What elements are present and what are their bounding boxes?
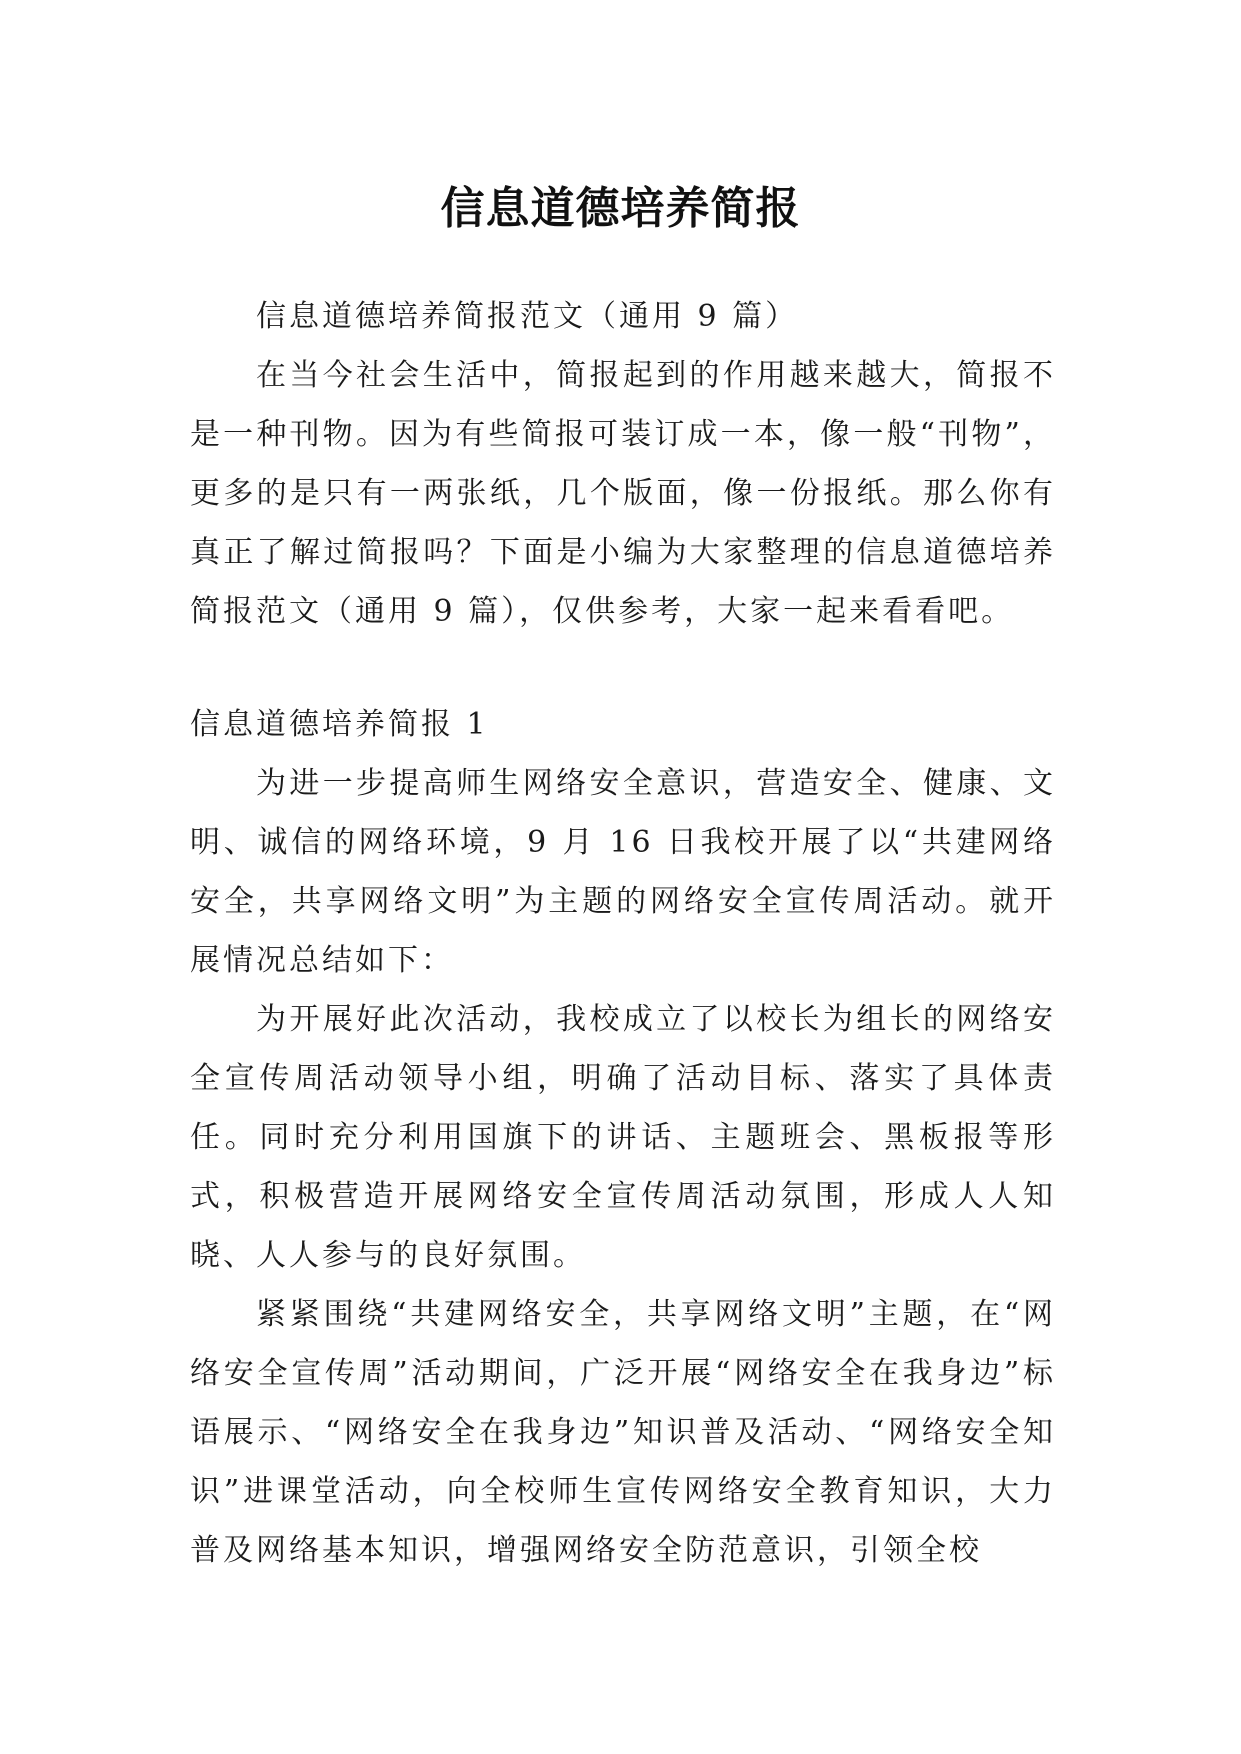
intro-paragraph: 在当今社会生活中，简报起到的作用越来越大，简报不是一种刊物。因为有些简报可装订成一本，像一般“刊物”，更多的是只有一两张纸，几个版面，像一份报纸。那么你有真正了解过简报吗？下面是小编为大家整理的信息道德培养简报范文（通用 9 篇），仅供参考，大家一起来看看吧。	[190, 358, 1056, 629]
section-1-paragraph-3: 紧紧围绕“共建网络安全，共享网络文明”主题，在“网络安全宣传周”活动期间，广泛开展“网络安全在我身边”标语展示、“网络安全在我身边”知识普及活动、“网络安全知识”进课堂活动，向全校师生宣传网络安全教育知识，大力普及网络基本知识，增强网络安全防范意识，引领全校	[190, 1297, 1056, 1568]
section-1-heading: 信息道德培养简报 1	[190, 707, 489, 742]
section-1-paragraph-2: 为开展好此次活动，我校成立了以校长为组长的网络安全宣传周活动领导小组，明确了活动目标、落实了具体责任。同时充分利用国旗下的讲话、主题班会、黑板报等形式，积极营造开展网络安全宣传周活动氛围，形成人人知晓、人人参与的良好氛围。	[190, 1002, 1056, 1273]
section-1	[190, 695, 1056, 1580]
section-1-paragraph-1: 为进一步提高师生网络安全意识，营造安全、健康、文明、诚信的网络环境，9 月 16 日我校开展了以“共建网络安全，共享网络文明”为主题的网络安全宣传周活动。就开展情况总结如下：	[190, 766, 1056, 978]
document-title: 信息道德培养简报	[440, 183, 801, 235]
intro-block	[190, 287, 1056, 641]
intro-subtitle: 信息道德培养简报范文（通用 9 篇）	[256, 299, 799, 334]
